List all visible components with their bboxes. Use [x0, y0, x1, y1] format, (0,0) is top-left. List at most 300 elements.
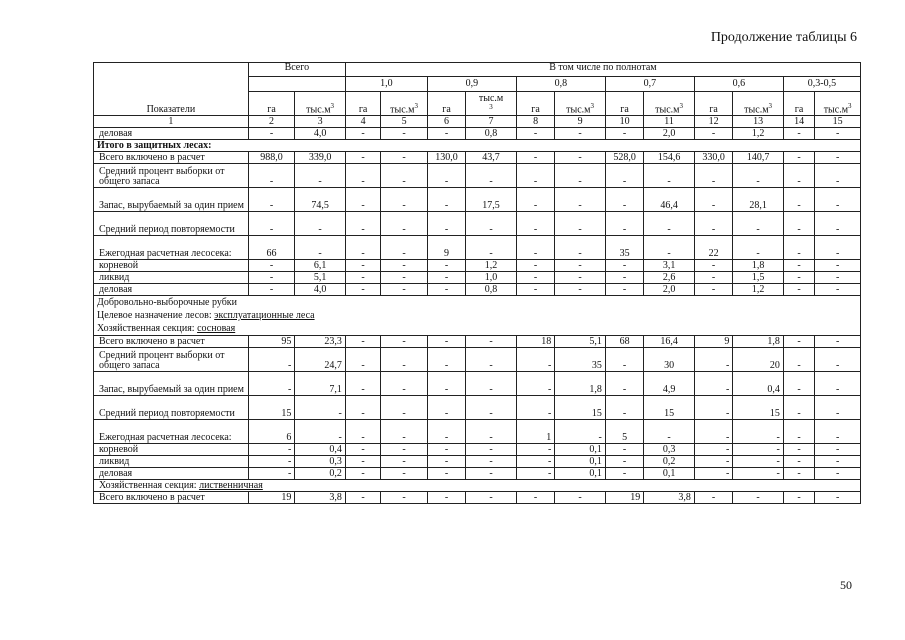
table-cell: - [694, 372, 732, 396]
table-row [94, 260, 861, 272]
table-cell: 5,1 [555, 336, 606, 348]
table-cell: - [783, 444, 814, 456]
unit-header-tys: $тыс.м^3$ [733, 92, 784, 116]
table-cell: - [295, 164, 346, 188]
table-cell: 16,4 [644, 336, 695, 348]
table-cell: 0,8 [466, 128, 517, 140]
table-cell: - [516, 212, 554, 236]
table-cell: 15 [733, 396, 784, 420]
table-cell: 0,3 [295, 456, 346, 468]
table-cell: - [381, 128, 428, 140]
table-cell: - [815, 260, 861, 272]
table-cell: - [516, 188, 554, 212]
table-row [94, 456, 861, 468]
table-cell: - [783, 272, 814, 284]
table-cell: - [815, 468, 861, 480]
column-number: 15 [815, 116, 861, 128]
table-cell: - [605, 456, 643, 468]
table-cell: - [345, 444, 380, 456]
table-cell: - [694, 456, 732, 468]
table-cell: - [427, 272, 465, 284]
table-row [94, 492, 861, 504]
table-cell: - [248, 272, 295, 284]
table-cell: - [427, 212, 465, 236]
table-cell: 140,7 [733, 152, 784, 164]
table-cell: - [815, 336, 861, 348]
table-cell: 19 [248, 492, 295, 504]
unit-header-tys: $тыс.м^3$ [555, 92, 606, 116]
table-cell: 0,1 [555, 456, 606, 468]
row-label: Всего включено в расчет [94, 336, 249, 348]
table-cell: 5,1 [295, 272, 346, 284]
table-cell: - [516, 152, 554, 164]
section-title: Итого в защитных лесах: [94, 140, 861, 152]
column-number: 4 [345, 116, 380, 128]
table-cell: 28,1 [733, 188, 784, 212]
row-label: Запас, вырубаемый за один прием [94, 372, 249, 396]
table-cell: - [381, 396, 428, 420]
table-cell: - [345, 128, 380, 140]
table-cell: - [295, 212, 346, 236]
unit-header-tys: $тыс.м^3$ [295, 92, 346, 116]
table-cell: - [555, 284, 606, 296]
table-cell: - [694, 396, 732, 420]
table-cell: - [783, 152, 814, 164]
table-cell: 3,8 [295, 492, 346, 504]
table-cell: 1,2 [733, 128, 784, 140]
table-cell: - [605, 444, 643, 456]
table-cell: - [427, 164, 465, 188]
table-cell: - [248, 456, 295, 468]
row-label: Всего включено в расчет [94, 152, 249, 164]
table-cell: 1 [516, 420, 554, 444]
table-cell: - [815, 492, 861, 504]
row-label: Средний процент выборки от общего запаса [94, 164, 249, 188]
table-cell: - [783, 236, 814, 260]
table-cell: 4,0 [295, 128, 346, 140]
table-cell: - [427, 336, 465, 348]
table-cell: 6 [248, 420, 295, 444]
table-cell: - [248, 348, 295, 372]
unit-header-ga: га [783, 92, 814, 116]
table-cell: - [516, 284, 554, 296]
table-cell: - [427, 492, 465, 504]
table-cell: - [248, 188, 295, 212]
table-cell: - [381, 372, 428, 396]
table-cell: - [427, 128, 465, 140]
table-cell: - [555, 260, 606, 272]
table-cell: - [516, 272, 554, 284]
table-cell: - [555, 188, 606, 212]
table-cell: - [783, 128, 814, 140]
row-label: Средний период повторяемости [94, 396, 249, 420]
table-cell: - [815, 444, 861, 456]
row-label: деловая [94, 284, 249, 296]
column-number: 10 [605, 116, 643, 128]
table-cell: - [427, 396, 465, 420]
table-cell: - [427, 420, 465, 444]
table-cell: - [516, 260, 554, 272]
table-cell: 0,1 [555, 444, 606, 456]
column-number: 1 [94, 116, 249, 128]
table-cell: - [466, 164, 517, 188]
column-number: 8 [516, 116, 554, 128]
table-cell: - [381, 236, 428, 260]
table-cell: - [516, 164, 554, 188]
table-cell: - [733, 164, 784, 188]
table-cell: 20 [733, 348, 784, 372]
table-row [94, 152, 861, 164]
table-cell: 4,9 [644, 372, 695, 396]
table-cell: - [694, 164, 732, 188]
table-cell: - [345, 260, 380, 272]
table-cell: 1,8 [555, 372, 606, 396]
table-cell: - [381, 420, 428, 444]
table-cell: - [644, 212, 695, 236]
unit-header-ga: га [605, 92, 643, 116]
row-label: корневой [94, 260, 249, 272]
table-cell: - [516, 128, 554, 140]
table-cell: 528,0 [605, 152, 643, 164]
unit-header-ga: га [248, 92, 295, 116]
table-cell: 154,6 [644, 152, 695, 164]
header-polnota: 1,0 [345, 77, 427, 92]
table-cell: - [466, 444, 517, 456]
table-cell: - [555, 128, 606, 140]
table-cell: - [248, 212, 295, 236]
table-row [94, 348, 861, 372]
table-cell: - [783, 372, 814, 396]
table-cell: - [345, 152, 380, 164]
table-cell: - [248, 284, 295, 296]
table-cell: - [466, 492, 517, 504]
table-cell: - [783, 420, 814, 444]
section-line: Добровольно-выборочные рубки [97, 297, 238, 308]
table-cell: - [605, 272, 643, 284]
table-cell: - [381, 336, 428, 348]
unit-header-tys: $тыс.м^3$ [644, 92, 695, 116]
section-header: Хозяйственная секция: лиственничная [94, 480, 861, 492]
table-row [94, 272, 861, 284]
table-cell: - [555, 272, 606, 284]
column-number: 3 [295, 116, 346, 128]
table-cell: - [345, 284, 380, 296]
table-cell: - [381, 348, 428, 372]
table-cell: 15 [644, 396, 695, 420]
table-cell: - [345, 492, 380, 504]
table-cell: - [815, 284, 861, 296]
table-cell: - [733, 444, 784, 456]
row-label: Ежегодная расчетная лесосека: [94, 236, 249, 260]
table-cell: 18 [516, 336, 554, 348]
table-cell: - [345, 468, 380, 480]
table-cell: - [694, 188, 732, 212]
table-cell: - [815, 456, 861, 468]
table-cell: - [516, 444, 554, 456]
table-cell: - [381, 468, 428, 480]
table-cell: - [345, 372, 380, 396]
table-cell: - [815, 372, 861, 396]
unit-header-ga: га [345, 92, 380, 116]
table-cell: - [381, 188, 428, 212]
forest-table [93, 62, 861, 504]
table-cell: 330,0 [694, 152, 732, 164]
table-cell: - [733, 468, 784, 480]
table-row [94, 468, 861, 480]
table-cell: - [466, 348, 517, 372]
row-label: ликвид [94, 456, 249, 468]
table-cell: - [516, 236, 554, 260]
table-row [94, 212, 861, 236]
column-number: 7 [466, 116, 517, 128]
header-polnota: 0,9 [427, 77, 516, 92]
table-cell: - [694, 260, 732, 272]
table-cell: - [605, 372, 643, 396]
table-cell: - [345, 336, 380, 348]
table-cell: 2,0 [644, 128, 695, 140]
table-cell: - [605, 164, 643, 188]
table-cell: - [644, 236, 695, 260]
table-cell: 0,4 [733, 372, 784, 396]
table-cell: 130,0 [427, 152, 465, 164]
unit-header-tys: тыс.м $^3$ [466, 92, 517, 116]
column-number: 14 [783, 116, 814, 128]
table-cell: - [783, 456, 814, 468]
table-cell: - [381, 260, 428, 272]
table-cell: - [345, 396, 380, 420]
table-cell: 988,0 [248, 152, 295, 164]
table-cell: - [295, 420, 346, 444]
table-cell: - [466, 420, 517, 444]
table-cell: 1,2 [466, 260, 517, 272]
table-cell: 22 [694, 236, 732, 260]
table-row [94, 236, 861, 260]
table-cell: 0,1 [644, 468, 695, 480]
table-cell: - [381, 212, 428, 236]
table-cell: 2,0 [644, 284, 695, 296]
table-cell: - [733, 212, 784, 236]
table-cell: 23,3 [295, 336, 346, 348]
table-row [94, 164, 861, 188]
table-cell: 43,7 [466, 152, 517, 164]
section-header [94, 296, 861, 336]
table-cell: - [427, 348, 465, 372]
table-cell: - [605, 128, 643, 140]
table-cell: - [694, 468, 732, 480]
table-cell: 2,6 [644, 272, 695, 284]
header-polnoty-group: В том числе по полнотам [345, 63, 860, 77]
section-line: Хозяйственная секция: сосновая [97, 323, 236, 334]
table-cell: - [466, 236, 517, 260]
table-cell: 3,8 [644, 492, 695, 504]
table-cell: 1,8 [733, 260, 784, 272]
column-number: 5 [381, 116, 428, 128]
table-cell: - [783, 188, 814, 212]
table-cell: - [815, 128, 861, 140]
table-cell: 1,0 [466, 272, 517, 284]
table-cell: - [381, 284, 428, 296]
table-cell: 1,8 [733, 336, 784, 348]
table-cell: - [427, 468, 465, 480]
row-label: Ежегодная расчетная лесосека: [94, 420, 249, 444]
table-cell: - [733, 236, 784, 260]
table-cell: - [815, 164, 861, 188]
table-cell: 1,5 [733, 272, 784, 284]
table-cell: - [783, 396, 814, 420]
table-cell: - [815, 396, 861, 420]
table-cell: - [295, 396, 346, 420]
table-cell: - [427, 260, 465, 272]
table-cell: - [516, 492, 554, 504]
table-cell: - [516, 348, 554, 372]
table-cell: - [345, 212, 380, 236]
row-label: корневой [94, 444, 249, 456]
table-cell: 1,2 [733, 284, 784, 296]
table-cell: - [248, 164, 295, 188]
table-cell: - [605, 468, 643, 480]
table-cell: 0,2 [295, 468, 346, 480]
table-cell: - [466, 212, 517, 236]
column-number: 13 [733, 116, 784, 128]
row-label: Запас, вырубаемый за один прием [94, 188, 249, 212]
table-cell: - [555, 164, 606, 188]
table-cell: - [644, 420, 695, 444]
table-cell: 3,1 [644, 260, 695, 272]
table-cell: - [466, 468, 517, 480]
table-cell: - [783, 164, 814, 188]
table-cell: - [555, 492, 606, 504]
table-cell: - [605, 188, 643, 212]
table-cell: - [381, 444, 428, 456]
header-pokazateli: Показатели [94, 63, 249, 116]
column-number: 6 [427, 116, 465, 128]
table-cell: - [783, 348, 814, 372]
table-cell: - [815, 152, 861, 164]
header-blank [248, 77, 345, 92]
table-cell: - [466, 396, 517, 420]
table-cell: - [516, 372, 554, 396]
table-cell: 24,7 [295, 348, 346, 372]
table-cell: 74,5 [295, 188, 346, 212]
table-cell: - [815, 420, 861, 444]
table-cell: - [783, 212, 814, 236]
unit-header-ga: га [694, 92, 732, 116]
table-cell: - [466, 372, 517, 396]
table-cell: 15 [248, 396, 295, 420]
table-cell: - [345, 164, 380, 188]
table-cell: - [694, 284, 732, 296]
table-cell: - [345, 236, 380, 260]
table-cell: - [345, 348, 380, 372]
table-row [94, 336, 861, 348]
table-cell: - [694, 272, 732, 284]
page-number: 50 [840, 578, 852, 592]
table-cell: - [345, 420, 380, 444]
table-row [94, 284, 861, 296]
section-line: Целевое назначение лесов: эксплуатационные леса [97, 310, 315, 321]
table-cell: - [783, 492, 814, 504]
table-cell: - [815, 188, 861, 212]
row-label: Средний процент выборки от общего запаса [94, 348, 249, 372]
table-cell: 9 [427, 236, 465, 260]
table-cell: - [466, 336, 517, 348]
table-cell: - [381, 456, 428, 468]
table-cell: - [345, 272, 380, 284]
column-number: 11 [644, 116, 695, 128]
table-cell: 35 [605, 236, 643, 260]
table-cell: - [605, 260, 643, 272]
table-row [94, 128, 861, 140]
table-cell: - [733, 492, 784, 504]
table-cell: - [516, 468, 554, 480]
table-cell: - [555, 212, 606, 236]
table-cell: - [248, 444, 295, 456]
table-cell: 17,5 [466, 188, 517, 212]
table-cell: - [605, 212, 643, 236]
table-cell: - [783, 284, 814, 296]
table-cell: - [427, 456, 465, 468]
table-cell: - [248, 260, 295, 272]
table-row [94, 444, 861, 456]
table-cell: 30 [644, 348, 695, 372]
table-cell: - [427, 372, 465, 396]
table-cell: - [605, 348, 643, 372]
table-cell: 7,1 [295, 372, 346, 396]
table-cell: 0,1 [555, 468, 606, 480]
table-cell: - [555, 152, 606, 164]
table-row [94, 396, 861, 420]
table-cell: - [605, 396, 643, 420]
table-cell: - [694, 128, 732, 140]
table-cell: - [427, 444, 465, 456]
column-number: 9 [555, 116, 606, 128]
table-cell: - [733, 456, 784, 468]
table-cell: 0,4 [295, 444, 346, 456]
table-cell: - [733, 420, 784, 444]
table-cell: 339,0 [295, 152, 346, 164]
column-number: 2 [248, 116, 295, 128]
header-polnota: 0,7 [605, 77, 694, 92]
table-cell: - [815, 348, 861, 372]
header-polnota: 0,6 [694, 77, 783, 92]
table-cell: - [783, 468, 814, 480]
table-cell: - [815, 272, 861, 284]
table-cell: 0,2 [644, 456, 695, 468]
table-cell: 5 [605, 420, 643, 444]
table-cell: 19 [605, 492, 643, 504]
table-cell: - [381, 492, 428, 504]
table-caption: Продолжение таблицы 6 [710, 30, 857, 45]
table-cell: 15 [555, 396, 606, 420]
table-cell: 6,1 [295, 260, 346, 272]
table-cell: - [694, 348, 732, 372]
table-cell: 9 [694, 336, 732, 348]
table-cell: - [694, 444, 732, 456]
row-label: деловая [94, 468, 249, 480]
table-cell: 46,4 [644, 188, 695, 212]
table-cell: - [427, 188, 465, 212]
table-cell: 66 [248, 236, 295, 260]
table-cell: - [815, 212, 861, 236]
table-cell: - [516, 396, 554, 420]
unit-header-tys: $тыс.м^3$ [815, 92, 861, 116]
unit-header-tys: $тыс.м^3$ [381, 92, 428, 116]
table-row [94, 188, 861, 212]
table-cell: 68 [605, 336, 643, 348]
row-label: деловая [94, 128, 249, 140]
table-cell: - [783, 260, 814, 272]
table-cell: - [516, 456, 554, 468]
